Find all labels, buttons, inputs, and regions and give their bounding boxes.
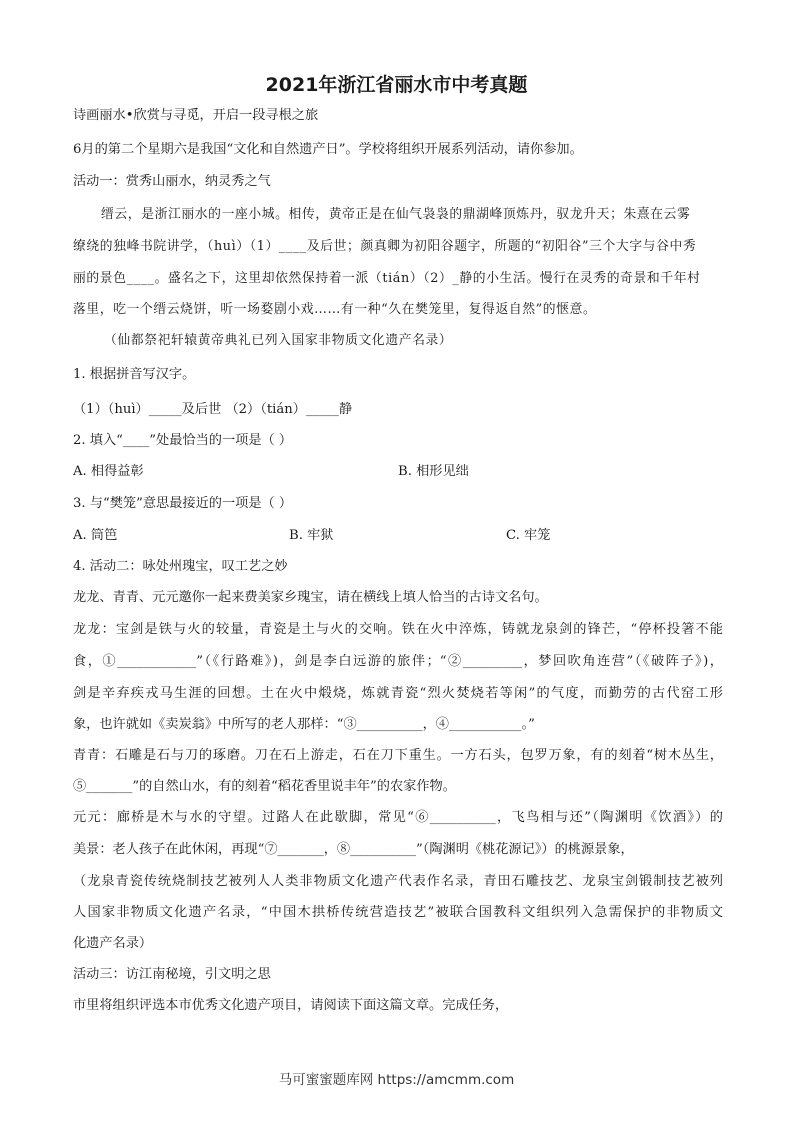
- q4-line: 美景：老人孩子在此休闲，再现“⑦_______，⑧__________”（陶渊明《桃花源记》）的桃源景象，: [73, 842, 634, 857]
- q4-note: 化遗产名录）: [73, 936, 153, 951]
- question-4: 4. 活动二：咏处州瑰宝，叹工艺之妙: [73, 559, 288, 574]
- passage-line: 缭绕的独峰书院讲学，（huì）（1）____及后世；颜真卿为初阳谷题字，所题的“初阳谷”三个大字与谷中秀: [73, 239, 697, 254]
- passage-line: 丽的景色____。盛名之下，这里却依然保持着一派（tián）（2）_静的小生活。慢行在灵秀的奇景和千年村: [73, 271, 701, 286]
- q2-option-a: A. 相得益彰: [73, 464, 144, 479]
- intro-line: 诗画丽水•欣赏与寻觅，开启一段寻根之旅: [73, 108, 319, 123]
- question-2: 2. 填入“____”处最恰当的一项是（ ）: [73, 433, 293, 448]
- q4-note: （龙泉青瓷传统烧制技艺被列人人类非物质文化遗产代表作名录，青田石雕技艺、龙泉宝剑锻制技艺被列: [73, 874, 723, 889]
- question-1-blanks: （1）（huì）_____及后世 （2）（tián）_____静: [73, 402, 353, 417]
- passage-line: 落里，吃一个缙云烧饼，听一场婺剧小戏……有一种“久在樊笼里，复得返自然”的惬意。: [73, 302, 597, 317]
- q3-option-a: A. 筒笆: [73, 528, 118, 543]
- intro-line: 6月的第二个星期六是我国“文化和自然遗产日”。学校将组织开展系列活动，请你参加。: [73, 142, 583, 157]
- footer-watermark: 马可蜜蜜题库网 https://amcmm.com: [278, 1072, 515, 1088]
- question-1: 1. 根据拼音写汉字。: [73, 367, 196, 382]
- q4-line: 食，①____________”（《行路难》)，剑是李白远游的旅伴；“②_________，梦回吹角连营”（《破阵子》)，: [73, 654, 723, 669]
- activity-heading: 活动三：访江南秘境，引文明之思: [73, 967, 271, 982]
- passage-note: （仙都祭祀轩辕黄帝典礼已列入国家非物质文化遗产名录）: [104, 333, 453, 348]
- q4-line: ⑤_______”的自然山水，有的刻着“稻花香里说丰年”的农家作物。: [73, 779, 456, 794]
- q4-line: 剑是辛弃疾戎马生涯的回想。土在火中煅烧，炼就青瓷“烈火焚烧若等闲”的气度，而勤劳的古代窑工形: [73, 686, 723, 701]
- q4-note: 人国家非物质文化遗产名录，“中国木拱桥传统营造技艺”被联合国教科文组织列入急需保护的非物质文: [73, 905, 723, 920]
- passage-line: 缙云，是浙江丽水的一座小城。相传，黄帝正是在仙气袅袅的鼎湖峰顶炼丹，驭龙升天；朱熹在云雾: [101, 207, 691, 222]
- q4-line: 青青：石雕是石与刀的琢磨。刀在石上游走，石在刀下重生。一方石头，包罗万象，有的刻着“树木丛生，: [73, 748, 723, 763]
- q4-line: 龙龙：宝剑是铁与火的较量，青瓷是土与火的交响。铁在火中淬炼，铸就龙泉剑的锋芒，“停杯投箸不能: [73, 622, 723, 637]
- q3-option-b: B. 牢狱: [289, 528, 334, 543]
- task-intro: 市里将组织评选本市优秀文化遗产项目，请阅读下面这篇文章。完成任务，: [73, 998, 509, 1013]
- page-title: 2021年浙江省丽水市中考真题: [265, 74, 528, 96]
- question-3: 3. 与“樊笼”意思最接近的一项是（ ）: [73, 496, 293, 511]
- activity-heading: 活动一：赏秀山丽水，纳灵秀之气: [73, 174, 271, 189]
- q4-intro: 龙龙、青青、元元邀你一起来费美家乡瑰宝，请在横线上填人恰当的古诗文名句。: [73, 590, 548, 605]
- q3-option-c: C. 牢笼: [506, 528, 551, 543]
- q4-line: 元元：廊桥是木与水的守望。过路人在此歇脚，常见“⑥__________，飞鸟相与还”（陶渊明《饮酒》）的: [73, 810, 723, 825]
- q4-line: 象，也许就如《卖炭翁》中所写的老人那样：“③__________，④___________。”: [73, 717, 535, 732]
- q2-option-b: B. 相形见绌: [398, 464, 469, 479]
